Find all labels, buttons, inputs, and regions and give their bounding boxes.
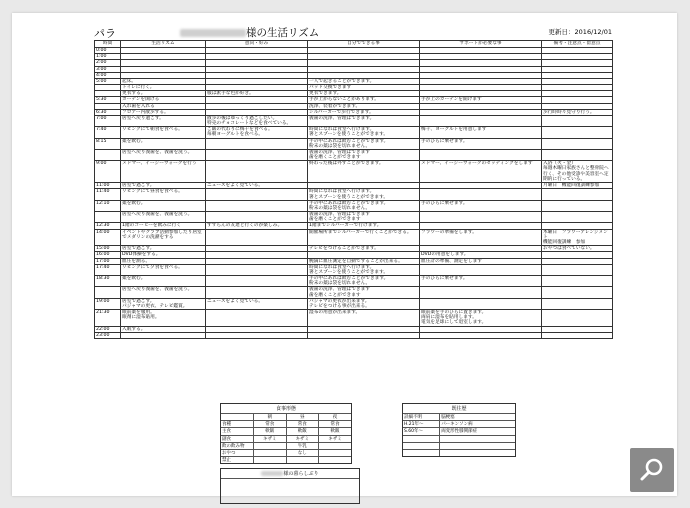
history-cell: パーキンソン病 — [440, 421, 515, 428]
table-row — [95, 212, 613, 223]
table-cell: 眠前薬を服用。 眠剤に湿布貼用。 — [121, 310, 206, 327]
history-cell: 両変形性膝関節症 — [440, 428, 515, 435]
table-cell — [542, 138, 613, 149]
table-cell — [542, 200, 613, 211]
medical-history-title: 既往歴 — [451, 406, 467, 412]
time-cell: 19:00 — [95, 298, 121, 309]
table-cell — [420, 264, 542, 275]
table-cell: シルバーカーで歩行できます。 — [308, 109, 420, 115]
document-header — [94, 25, 612, 39]
meal-cell — [319, 442, 352, 449]
table-header-row — [95, 41, 613, 48]
daily-rhythm-table — [94, 40, 613, 339]
meal-cell — [254, 449, 287, 456]
table-cell: リビングにて朝食を食べる。 — [121, 127, 206, 138]
meal-cell: 飲の飲み物 — [221, 442, 254, 449]
table-cell: 時間になれば食堂へ行けます。 箸とスプーンを使うことができます。 — [308, 264, 420, 275]
table-cell — [542, 287, 613, 298]
meal-cell: おやつ — [221, 449, 254, 456]
lifestyle-title-text: 様の暮らしぶり — [283, 471, 319, 477]
meal-cell — [254, 442, 287, 449]
table-cell: リビングにて夕食を食べる。 — [121, 264, 206, 275]
meal-row — [221, 442, 351, 449]
time-cell: 6:30 — [95, 109, 121, 115]
meal-row — [221, 421, 351, 428]
time-cell: 5:30 — [95, 97, 121, 103]
table-cell — [542, 310, 613, 327]
history-cell — [440, 442, 515, 449]
table-cell — [206, 149, 308, 160]
table-cell: 居室へ戻り義歯を、義歯を洗う。 — [121, 212, 206, 223]
time-cell: 12:10 — [95, 200, 121, 211]
time-cell: 17:00 — [95, 258, 121, 264]
table-cell: 1階までシルバーカーで行けます。 — [308, 223, 420, 229]
table-cell: 手の中にあれば飲むことができます。 粉末の薬は袋を切れません。 — [308, 138, 420, 149]
table-cell: 手のひらに乗せます。 — [420, 138, 542, 149]
table-row — [95, 276, 613, 287]
meal-cell: 軟飯 — [254, 428, 287, 435]
table-cell — [206, 189, 308, 200]
table-cell — [206, 161, 308, 183]
table-cell: すずらんの友達と行くのが楽しみ。 — [206, 223, 308, 229]
meal-cell: キザミ — [254, 435, 287, 442]
table-cell — [206, 264, 308, 275]
history-cell — [440, 449, 515, 456]
updated-date: 更新日：2016/12/01 — [548, 28, 612, 36]
table-cell: 薬を飲む。 — [121, 276, 206, 287]
meal-cell — [319, 457, 352, 464]
meal-cell: 常食 — [319, 421, 352, 428]
table-cell: 終わった後は外すことができます。 — [308, 161, 420, 183]
table-row — [95, 138, 613, 149]
table-cell: メドマー、イージーウォークのセッティングをします — [420, 161, 542, 183]
time-cell: 8:15 — [95, 138, 121, 149]
time-cell: 3:00 — [95, 66, 121, 72]
table-cell: 居室で過ごす。 — [121, 183, 206, 189]
table-cell — [206, 212, 308, 223]
table-cell: 居室へ戻り過ごす。 — [121, 115, 206, 126]
table-cell: フラワーの準備をします。 — [420, 229, 542, 246]
time-cell: 12:30 — [95, 223, 121, 229]
meal-cell: 朝 — [254, 414, 287, 421]
column-header: 時間 — [95, 41, 121, 48]
history-cell: 脳梗塞 — [440, 414, 515, 421]
table-cell — [542, 212, 613, 223]
time-cell: 4:00 — [95, 72, 121, 78]
meal-grid — [221, 413, 351, 463]
meal-row — [221, 435, 351, 442]
meal-cell: 夜 — [319, 414, 352, 421]
table-cell: 腕満に血圧測定を自動ですることが出来る。 — [308, 258, 420, 264]
table-cell — [420, 287, 542, 298]
history-row — [403, 421, 515, 428]
time-cell: 11:40 — [95, 189, 121, 200]
table-cell — [206, 310, 308, 327]
redacted-name — [261, 471, 283, 476]
table-cell: 入れ歯を入れる — [121, 103, 206, 109]
meal-cell: なし — [286, 449, 319, 456]
lifestyle-box — [220, 468, 360, 504]
header-name-label: パラ — [94, 27, 116, 40]
table-cell: 湿布の用意が出来ます。 — [308, 310, 420, 327]
table-cell: パッド交換できます — [308, 85, 420, 91]
time-cell: 23:00 — [95, 332, 121, 338]
table-cell: 義歯の洗浄、管理はできます 歯を磨くことができます — [308, 212, 420, 223]
meal-cell — [254, 457, 287, 464]
time-cell: 0:00 — [95, 48, 121, 54]
time-cell — [95, 212, 121, 223]
history-cell: H.21年～ — [403, 421, 440, 428]
table-row — [95, 149, 613, 160]
table-cell: 更衣する。 — [121, 91, 206, 97]
table-cell — [542, 115, 613, 126]
medical-history-table — [402, 403, 516, 457]
table-row — [95, 189, 613, 200]
table-cell: 更衣できます。 — [308, 91, 420, 97]
table-cell — [542, 276, 613, 287]
table-cell — [206, 287, 308, 298]
table-cell: 居室へ戻り義歯を、義歯を洗う。 — [121, 149, 206, 160]
table-row — [95, 332, 613, 338]
meal-cell: 軟飯 — [286, 428, 319, 435]
table-cell — [542, 127, 613, 138]
time-cell: 22:00 — [95, 326, 121, 332]
meal-cell: 副食 — [221, 435, 254, 442]
meal-cell: 常食 — [286, 421, 319, 428]
table-cell: ご飯の代わりに梅干を食べる。 毎朝ヨーグルトを食べる。 — [206, 127, 308, 138]
table-cell — [420, 212, 542, 223]
table-cell — [542, 298, 613, 309]
table-cell: 手のひらに乗せます。 — [420, 276, 542, 287]
table-cell: 薬を飲む。 — [121, 200, 206, 211]
meal-cell — [286, 457, 319, 464]
meal-cell: 昼 — [286, 414, 319, 421]
table-cell: 手のひらに乗せます。 — [420, 200, 542, 211]
zoom-button[interactable] — [630, 448, 674, 492]
table-cell — [206, 138, 308, 149]
meal-cell: 食種 — [221, 421, 254, 428]
time-cell — [95, 287, 121, 298]
time-cell: 1:00 — [95, 54, 121, 60]
meal-form-title: 食事形態 — [275, 406, 296, 412]
table-cell: 義歯の洗浄、管理はできます。 — [308, 115, 420, 126]
history-cell: S.60年～ — [403, 428, 440, 435]
history-cell: 詳細不明 — [403, 414, 440, 421]
table-cell: 一人で起きることができます。 — [308, 78, 420, 84]
table-cell: おやつは食べていない。 — [542, 246, 613, 252]
table-cell: 居室へ戻り義歯を、義歯を洗う。 — [121, 287, 206, 298]
history-grid — [403, 413, 515, 456]
time-cell: 21:30 — [95, 310, 121, 327]
column-header: サポートが必要な事 — [420, 41, 542, 48]
table-cell: 時間になれば食堂へ行けます。 箸とスプーンを使うことができます。 — [308, 127, 420, 138]
table-cell: カーテンを開ける — [121, 97, 206, 103]
column-header: 生活リズム — [121, 41, 206, 48]
table-cell: 義歯の洗浄、管理はできます 歯を磨くことができます — [308, 149, 420, 160]
table-cell: 薬を飲む。 — [121, 138, 206, 149]
table-cell: リビングにて昼食を食べる。 — [121, 189, 206, 200]
table-cell: パジャマの更衣が出来ます。 テレビをつける事が出来る。 — [308, 298, 420, 309]
table-cell: 服は派手な色が好き。 — [206, 91, 308, 97]
meal-cell: 主食 — [221, 428, 254, 435]
history-row — [403, 435, 515, 442]
table-cell — [206, 229, 308, 246]
meal-row — [221, 428, 351, 435]
table-cell: 血圧を測る。 — [121, 258, 206, 264]
table-cell: 居室で過ごす。 パジャマの更衣、テレビ鑑賞。 — [121, 298, 206, 309]
time-cell: 7:00 — [95, 115, 121, 126]
table-row — [95, 161, 613, 183]
table-cell: 時間になれば食堂へ行けます。 箸とスプーンを使うことができます。 — [308, 189, 420, 200]
table-cell: 手が上のカーテンを開けます — [420, 97, 542, 103]
time-cell: 15:00 — [95, 246, 121, 252]
redacted-name — [180, 29, 246, 37]
meal-cell: 牛乳 — [286, 442, 319, 449]
time-cell: 7:40 — [95, 127, 121, 138]
table-cell: メドマー、イージーウォークを行う — [121, 161, 206, 183]
meal-cell: キザミ — [319, 435, 352, 442]
meal-cell: 軟飯 — [319, 428, 352, 435]
table-cell: イベントやクラブ活動参加したり居室でメダリンの洗濯をする — [121, 229, 206, 246]
history-cell — [403, 449, 440, 456]
table-cell: 手の中にあれば飲むことができます。 粉末の薬は袋を切れません。 — [308, 200, 420, 211]
table-cell: DVDの用意をします。 — [420, 252, 542, 258]
table-cell: 居室で過ごす。 — [121, 246, 206, 252]
table-cell — [542, 189, 613, 200]
table-cell — [420, 298, 542, 309]
meal-cell: キザミ — [286, 435, 319, 442]
meal-row — [221, 457, 351, 464]
table-cell: 眠前薬を手のひらに置きます。 両肩に湿布を貼用します。 電気を足球にして退室します。 — [420, 310, 542, 327]
table-cell — [420, 115, 542, 126]
table-cell — [206, 276, 308, 287]
table-row — [95, 287, 613, 298]
meal-form-table — [220, 403, 352, 464]
table-cell — [420, 332, 542, 338]
table-cell — [206, 200, 308, 211]
history-row — [403, 449, 515, 456]
table-cell — [420, 189, 542, 200]
meal-cell — [221, 414, 254, 421]
table-cell: 歩行時時々見守り行う。 — [542, 109, 613, 115]
table-row — [95, 115, 613, 126]
table-cell: テレビをつけることができます。 — [308, 246, 420, 252]
table-cell: フロアー内散歩する。 — [121, 109, 206, 115]
table-row — [95, 127, 613, 138]
history-cell — [440, 435, 515, 442]
history-cell — [403, 442, 440, 449]
column-header: 意向・好み — [206, 41, 308, 48]
column-header: 備考・注意点・留意点 — [542, 41, 613, 48]
document-page — [12, 13, 677, 496]
table-cell: 義歯の洗浄、管理はできます 歯を磨くことができます — [308, 287, 420, 298]
table-row — [95, 310, 613, 327]
meal-cell: 常食 — [254, 421, 287, 428]
table-cell: 入眠する。 — [121, 326, 206, 332]
time-cell: 18:30 — [95, 276, 121, 287]
time-cell: 5:00 — [95, 78, 121, 84]
meal-cell — [319, 449, 352, 456]
table-row — [95, 298, 613, 309]
table-cell — [542, 264, 613, 275]
table-cell — [308, 332, 420, 338]
table-cell — [206, 332, 308, 338]
table-cell: ニュースをよく見ている。 — [206, 183, 308, 189]
table-cell — [542, 149, 613, 160]
time-cell: 17:40 — [95, 264, 121, 275]
lifestyle-title — [221, 469, 359, 479]
table-cell: 1階のコーヒーを飲みに行く — [121, 223, 206, 229]
time-cell: 2:00 — [95, 60, 121, 66]
time-cell: 11:00 — [95, 183, 121, 189]
history-cell — [403, 435, 440, 442]
time-cell: 16:00 — [95, 252, 121, 258]
column-header: 自分でできる事 — [308, 41, 420, 48]
table-cell: 散歩の後はゆっくり過ごしたい。 特売のチョコレートなどを食べている。 — [206, 115, 308, 126]
history-row — [403, 428, 515, 435]
table-cell: 木曜日 フラワーアレンジメント 機能回復訓練 参加 — [542, 229, 613, 246]
table-cell — [542, 332, 613, 338]
table-cell: 月曜日 機能回復訓練参加 — [542, 183, 613, 189]
table-row — [95, 200, 613, 211]
table-cell: トイレに行く。 — [121, 85, 206, 91]
table-cell: 入浴（火・金） 毎週木曜日家族さんと整骨院へ行く、その他受診や美容室へ定期的に行っている。 — [542, 161, 613, 183]
table-cell: 手の中にあれば飲むことができます。 粉末の薬は袋を切れません。 — [308, 276, 420, 287]
time-cell — [95, 149, 121, 160]
history-row — [403, 442, 515, 449]
table-cell: 梅干、ヨーグルトを用意します — [420, 127, 542, 138]
time-cell: 14:00 — [95, 229, 121, 246]
meal-cell: 禁止 — [221, 457, 254, 464]
table-cell: 開催場所までシルバーカーで行くことができる。 — [308, 229, 420, 246]
table-cell: ニュースをよく見ている。 — [206, 298, 308, 309]
table-cell: 手が上がらないことがあります。 — [308, 97, 420, 103]
meal-row — [221, 449, 351, 456]
table-cell: 洗浄、装着ができます。 — [308, 103, 420, 109]
table-cell: 起床。 — [121, 78, 206, 84]
table-cell: DVD体操をする。 — [121, 252, 206, 258]
table-row — [95, 229, 613, 246]
history-row — [403, 414, 515, 421]
magnifier-icon — [639, 457, 665, 483]
table-cell — [420, 149, 542, 160]
table-cell: 血圧計の準備、測定をします — [420, 258, 542, 264]
page-title-text: 様の生活リズム — [246, 27, 320, 39]
page-title — [180, 25, 319, 40]
table-cell — [121, 332, 206, 338]
table-row — [95, 264, 613, 275]
meal-row — [221, 414, 351, 421]
time-cell: 9:00 — [95, 161, 121, 183]
